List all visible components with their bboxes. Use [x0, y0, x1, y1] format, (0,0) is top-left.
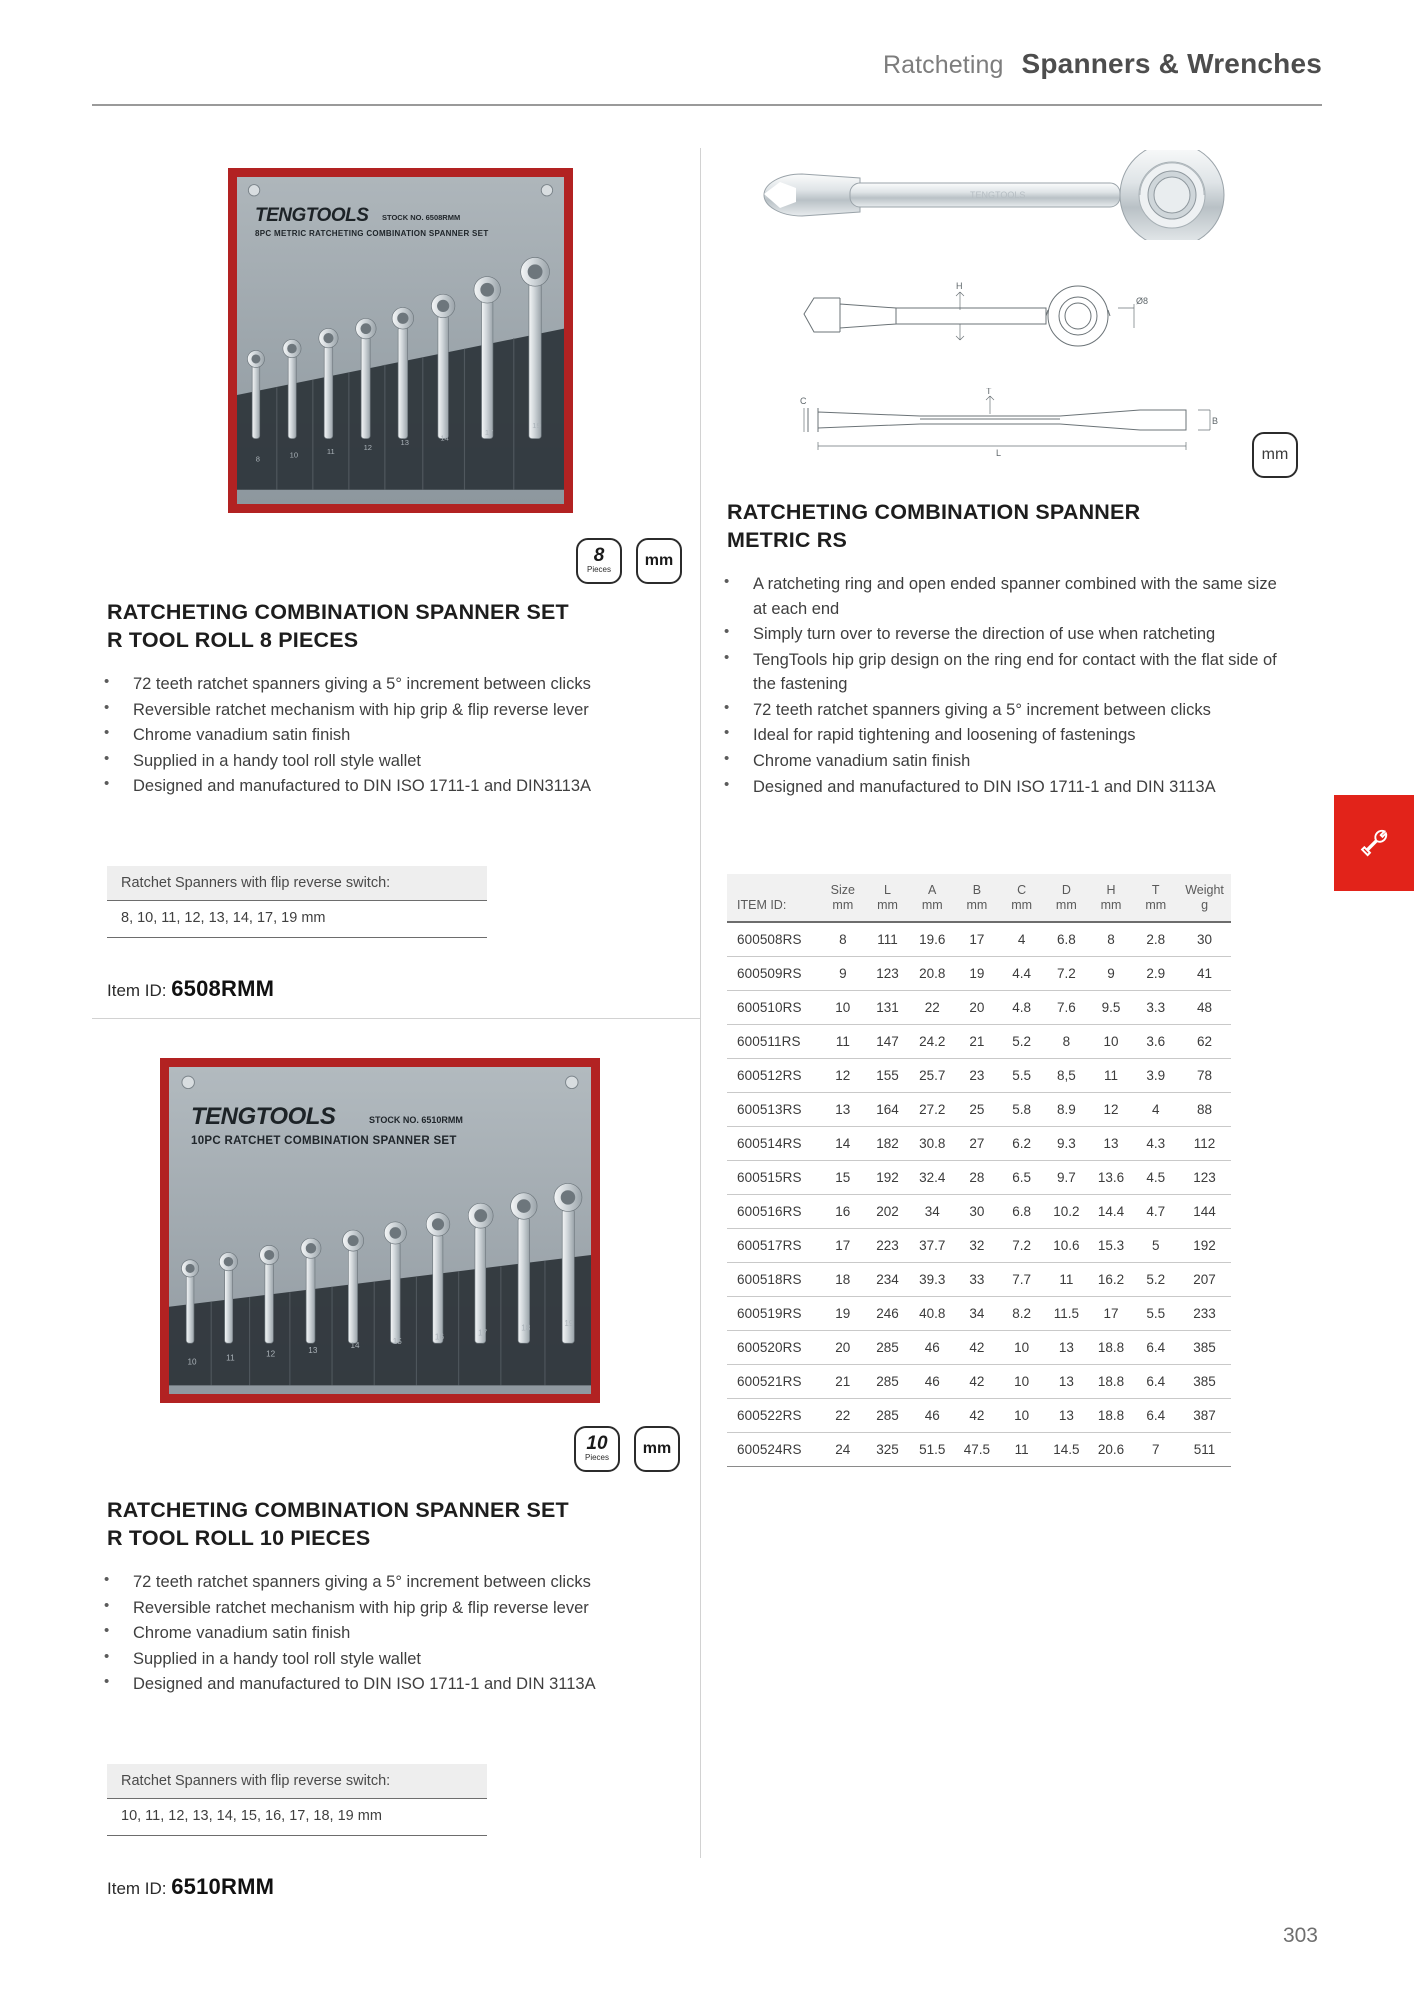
table-cell: 3.6	[1133, 1025, 1178, 1059]
product-image-subtitle: 10PC RATCHET COMBINATION SPANNER SET	[191, 1135, 457, 1147]
svg-text:13: 13	[308, 1345, 318, 1355]
table-cell: 9.5	[1089, 991, 1134, 1025]
measurement-unit-badge	[634, 1426, 680, 1472]
table-cell: 46	[910, 1399, 955, 1433]
table-cell: 22	[820, 1399, 865, 1433]
table-cell: 207	[1178, 1263, 1231, 1297]
table-cell-item-id: 600514RS	[727, 1127, 820, 1161]
table-cell: 24.2	[910, 1025, 955, 1059]
table-cell: 144	[1178, 1195, 1231, 1229]
table-cell: 27	[955, 1127, 1000, 1161]
table-header-row-units	[727, 898, 1231, 922]
feature-item: • A ratcheting ring and open ended spanner combined with the same size at each end	[720, 572, 1280, 621]
table-cell: 33	[955, 1263, 1000, 1297]
product-image-brand: TENGTOOLS	[255, 205, 369, 226]
spec-strip-8pc	[107, 866, 487, 938]
piece-count-unit: Pieces	[586, 565, 611, 575]
table-cell: 18	[820, 1263, 865, 1297]
piece-count-value: 10	[586, 1433, 608, 1455]
table-cell: 46	[910, 1365, 955, 1399]
table-cell: 8,5	[1044, 1059, 1089, 1093]
table-cell: 8	[1089, 922, 1134, 957]
table-cell: 19	[955, 957, 1000, 991]
th-blank	[727, 874, 820, 898]
table-cell: 192	[865, 1161, 910, 1195]
product-title-10pc: RATCHETING COMBINATION SPANNER SET R TOOL ROLL 10 PIECES	[107, 1498, 569, 1551]
table-cell: 285	[865, 1331, 910, 1365]
table-cell: 6.4	[1133, 1365, 1178, 1399]
svg-text:10: 10	[289, 450, 299, 460]
th-a: A	[910, 874, 955, 898]
feature-item: • Designed and manufactured to DIN ISO 1711-1 and DIN3113A	[100, 774, 630, 799]
measurement-unit-badge-metric-rs	[1252, 432, 1298, 478]
table-row	[727, 1399, 1231, 1433]
table-cell: 9.3	[1044, 1127, 1089, 1161]
feature-item: • Chrome vanadium satin finish	[100, 723, 630, 748]
svg-text:16: 16	[434, 1332, 444, 1342]
table-cell: 51.5	[910, 1433, 955, 1467]
table-cell: 25	[955, 1093, 1000, 1127]
table-cell: 10	[999, 1331, 1044, 1365]
table-cell: 7.6	[1044, 991, 1089, 1025]
table-cell: 10.2	[1044, 1195, 1089, 1229]
table-cell-item-id: 600517RS	[727, 1229, 820, 1263]
svg-text:14: 14	[350, 1341, 360, 1351]
drawing-label-L: L	[996, 448, 1002, 458]
table-cell: 385	[1178, 1331, 1231, 1365]
table-cell: 25.7	[910, 1059, 955, 1093]
table-cell: 147	[865, 1025, 910, 1059]
table-cell: 11	[1044, 1263, 1089, 1297]
feature-item: • 72 teeth ratchet spanners giving a 5° increment between clicks	[100, 672, 630, 697]
table-cell-item-id: 600511RS	[727, 1025, 820, 1059]
svg-text:10: 10	[187, 1357, 197, 1367]
table-cell: 12	[820, 1059, 865, 1093]
item-id-label: Item ID:	[107, 981, 167, 1000]
table-cell: 164	[865, 1093, 910, 1127]
table-cell: 42	[955, 1331, 1000, 1365]
table-cell: 18.8	[1089, 1399, 1134, 1433]
th-item-id: ITEM ID:	[727, 898, 820, 922]
th-unit-h: mm	[1089, 898, 1134, 922]
th-unit-b: mm	[955, 898, 1000, 922]
table-cell: 19.6	[910, 922, 955, 957]
table-cell: 34	[910, 1195, 955, 1229]
table-cell-item-id: 600522RS	[727, 1399, 820, 1433]
svg-text:18: 18	[521, 1323, 531, 1333]
table-header	[727, 874, 1231, 922]
table-cell: 9	[820, 957, 865, 991]
page-number: 303	[1282, 1924, 1318, 1947]
svg-text:11: 11	[226, 1353, 235, 1363]
spanner-technical-drawing-top	[800, 280, 1220, 360]
table-cell: 2.9	[1133, 957, 1178, 991]
table-cell-item-id: 600508RS	[727, 922, 820, 957]
table-cell: 19	[820, 1297, 865, 1331]
svg-text:12: 12	[266, 1349, 276, 1359]
item-id-value: 6508RMM	[171, 976, 275, 1001]
table-cell: 39.3	[910, 1263, 955, 1297]
table-cell: 42	[955, 1365, 1000, 1399]
table-row	[727, 1365, 1231, 1399]
svg-text:17: 17	[478, 1328, 488, 1338]
item-id-8pc	[107, 976, 274, 1002]
specification-table	[727, 874, 1231, 1467]
table-cell: 10	[999, 1399, 1044, 1433]
table-cell: 13	[1089, 1127, 1134, 1161]
feature-item: • Supplied in a handy tool roll style wallet	[100, 1647, 630, 1672]
table-cell: 5.8	[999, 1093, 1044, 1127]
drawing-label-T: T	[986, 388, 992, 396]
measurement-unit-value: mm	[644, 552, 674, 569]
table-row	[727, 1433, 1231, 1467]
table-cell: 20	[955, 991, 1000, 1025]
table-row	[727, 1297, 1231, 1331]
table-cell: 9.7	[1044, 1161, 1089, 1195]
table-cell: 17	[955, 922, 1000, 957]
table-row	[727, 1127, 1231, 1161]
table-cell: 24	[820, 1433, 865, 1467]
table-row	[727, 1229, 1231, 1263]
th-unit-l: mm	[865, 898, 910, 922]
table-cell: 4.4	[999, 957, 1044, 991]
table-cell: 8.9	[1044, 1093, 1089, 1127]
table-cell: 15.3	[1089, 1229, 1134, 1263]
product-features-10pc	[100, 1570, 630, 1698]
table-cell: 112	[1178, 1127, 1231, 1161]
product-title-metric-rs: RATCHETING COMBINATION SPANNER METRIC RS	[727, 500, 1141, 553]
th-unit-size: mm	[820, 898, 865, 922]
product-features-metric-rs	[720, 572, 1280, 800]
table-cell: 30.8	[910, 1127, 955, 1161]
table-cell: 46	[910, 1331, 955, 1365]
table-cell: 48	[1178, 991, 1231, 1025]
measurement-unit-value: mm	[642, 1440, 672, 1457]
table-cell: 13.6	[1089, 1161, 1134, 1195]
feature-item: • Designed and manufactured to DIN ISO 1711-1 and DIN 3113A	[720, 775, 1280, 800]
th-weight: Weight	[1178, 874, 1231, 898]
table-cell: 78	[1178, 1059, 1231, 1093]
table-row	[727, 957, 1231, 991]
piece-count-unit: Pieces	[584, 1453, 609, 1463]
table-cell: 6.4	[1133, 1331, 1178, 1365]
table-cell: 5.5	[1133, 1297, 1178, 1331]
table-cell: 123	[865, 957, 910, 991]
table-cell-item-id: 600520RS	[727, 1331, 820, 1365]
table-cell: 6.2	[999, 1127, 1044, 1161]
table-row	[727, 1263, 1231, 1297]
th-l: L	[865, 874, 910, 898]
drawing-label-H: H	[956, 281, 963, 291]
table-cell: 5.2	[1133, 1263, 1178, 1297]
table-cell: 4.8	[999, 991, 1044, 1025]
feature-item: • Chrome vanadium satin finish	[100, 1621, 630, 1646]
table-cell: 47.5	[955, 1433, 1000, 1467]
table-row	[727, 991, 1231, 1025]
table-cell: 7.2	[1044, 957, 1089, 991]
table-cell: 11.5	[1044, 1297, 1089, 1331]
product-features-8pc	[100, 672, 630, 800]
column-divider	[700, 148, 701, 1858]
table-cell: 246	[865, 1297, 910, 1331]
table-cell-item-id: 600524RS	[727, 1433, 820, 1467]
table-cell: 13	[1044, 1399, 1089, 1433]
svg-text:11: 11	[326, 446, 335, 456]
table-row	[727, 1093, 1231, 1127]
table-cell: 11	[820, 1025, 865, 1059]
feature-item: • TengTools hip grip design on the ring end for contact with the flat side of the fastening	[720, 648, 1280, 697]
table-cell: 34	[955, 1297, 1000, 1331]
measurement-unit-badge	[636, 538, 682, 584]
table-cell: 8	[1044, 1025, 1089, 1059]
table-row	[727, 1161, 1231, 1195]
table-cell: 14.4	[1089, 1195, 1134, 1229]
table-cell: 16	[820, 1195, 865, 1229]
table-cell: 20	[820, 1331, 865, 1365]
product-image-brand: TENGTOOLS	[191, 1103, 336, 1130]
table-cell: 41	[1178, 957, 1231, 991]
item-id-label: Item ID:	[107, 1879, 167, 1898]
th-size: Size	[820, 874, 865, 898]
table-cell-item-id: 600512RS	[727, 1059, 820, 1093]
product-image-stock-number: STOCK NO. 6510RMM	[369, 1115, 463, 1125]
table-cell: 7.7	[999, 1263, 1044, 1297]
table-body	[727, 922, 1231, 1467]
table-cell: 202	[865, 1195, 910, 1229]
product-image-8pc	[228, 168, 573, 513]
table-cell: 22	[910, 991, 955, 1025]
table-row	[727, 1059, 1231, 1093]
drawing-label-B: B	[1212, 416, 1219, 426]
spec-strip-label: Ratchet Spanners with flip reverse switch:	[107, 866, 487, 901]
table-cell: 4.5	[1133, 1161, 1178, 1195]
svg-text:8: 8	[255, 454, 260, 464]
table-cell: 285	[865, 1399, 910, 1433]
table-cell: 13	[1044, 1331, 1089, 1365]
table-row	[727, 1025, 1231, 1059]
measurement-unit-value: mm	[1261, 446, 1289, 463]
drawing-label-dia: Ø8	[1136, 296, 1149, 306]
item-id-10pc	[107, 1874, 274, 1900]
table-cell: 30	[1178, 922, 1231, 957]
table-cell: 10	[1089, 1025, 1134, 1059]
table-cell: 4	[1133, 1093, 1178, 1127]
table-header-row-names	[727, 874, 1231, 898]
table-cell: 30	[955, 1195, 1000, 1229]
table-cell: 12	[1089, 1093, 1134, 1127]
table-cell: 20.6	[1089, 1433, 1134, 1467]
table-cell-item-id: 600509RS	[727, 957, 820, 991]
left-section-divider	[92, 1018, 700, 1019]
svg-text:15: 15	[392, 1337, 402, 1347]
table-cell-item-id: 600513RS	[727, 1093, 820, 1127]
table-cell: 4.7	[1133, 1195, 1178, 1229]
table-cell: 11	[999, 1433, 1044, 1467]
th-b: B	[955, 874, 1000, 898]
table-cell: 32	[955, 1229, 1000, 1263]
header-divider	[92, 104, 1322, 106]
table-cell: 6.8	[1044, 922, 1089, 957]
table-cell: 234	[865, 1263, 910, 1297]
table-cell: 192	[1178, 1229, 1231, 1263]
feature-item: • Ideal for rapid tightening and loosening of fastenings	[720, 723, 1280, 748]
table-row	[727, 1195, 1231, 1229]
table-cell-item-id: 600518RS	[727, 1263, 820, 1297]
feature-item: • Reversible ratchet mechanism with hip grip & flip reverse lever	[100, 698, 630, 723]
wrench-icon	[1357, 826, 1391, 860]
table-cell: 4	[999, 922, 1044, 957]
piece-count-badge	[576, 538, 622, 584]
table-cell: 9	[1089, 957, 1134, 991]
svg-text:13: 13	[400, 438, 409, 448]
table-cell: 17	[1089, 1297, 1134, 1331]
product-image-10pc	[160, 1058, 600, 1403]
table-cell: 14	[820, 1127, 865, 1161]
table-cell-item-id: 600516RS	[727, 1195, 820, 1229]
table-cell: 18.8	[1089, 1331, 1134, 1365]
table-cell-item-id: 600519RS	[727, 1297, 820, 1331]
table-cell: 285	[865, 1365, 910, 1399]
table-cell: 13	[1044, 1365, 1089, 1399]
table-cell: 123	[1178, 1161, 1231, 1195]
product-image-subtitle: 8PC METRIC RATCHETING COMBINATION SPANNER SET	[255, 229, 489, 238]
table-cell: 3.9	[1133, 1059, 1178, 1093]
badges-8pc	[576, 538, 682, 584]
spec-strip-value: 10, 11, 12, 13, 14, 15, 16, 17, 18, 19 mm	[107, 1799, 487, 1836]
table-row	[727, 922, 1231, 957]
table-row	[727, 1331, 1231, 1365]
table-cell: 8	[820, 922, 865, 957]
table-cell: 10	[820, 991, 865, 1025]
table-cell: 27.2	[910, 1093, 955, 1127]
table-cell: 88	[1178, 1093, 1231, 1127]
table-cell: 233	[1178, 1297, 1231, 1331]
table-cell: 511	[1178, 1433, 1231, 1467]
table-cell: 21	[955, 1025, 1000, 1059]
spanner-photo	[740, 150, 1260, 240]
section-tab[interactable]	[1334, 795, 1414, 891]
table-cell: 5.5	[999, 1059, 1044, 1093]
table-cell: 325	[865, 1433, 910, 1467]
table-cell: 155	[865, 1059, 910, 1093]
table-cell: 13	[820, 1093, 865, 1127]
table-cell-item-id: 600521RS	[727, 1365, 820, 1399]
table-cell: 8.2	[999, 1297, 1044, 1331]
th-unit-c: mm	[999, 898, 1044, 922]
feature-item: • Simply turn over to reverse the direction of use when ratcheting	[720, 622, 1280, 647]
svg-text:19: 19	[564, 1318, 574, 1328]
table-cell: 10.6	[1044, 1229, 1089, 1263]
table-cell: 23	[955, 1059, 1000, 1093]
th-t: T	[1133, 874, 1178, 898]
table-cell: 62	[1178, 1025, 1231, 1059]
spec-strip-label: Ratchet Spanners with flip reverse switch:	[107, 1764, 487, 1799]
table-cell: 223	[865, 1229, 910, 1263]
product-title-8pc: RATCHETING COMBINATION SPANNER SET R TOOL ROLL 8 PIECES	[107, 600, 569, 653]
spanner-technical-drawing-side	[800, 388, 1220, 458]
table-cell: 6.8	[999, 1195, 1044, 1229]
table-cell: 5.2	[999, 1025, 1044, 1059]
table-cell: 4.3	[1133, 1127, 1178, 1161]
drawing-label-C: C	[800, 396, 807, 406]
table-cell: 131	[865, 991, 910, 1025]
feature-item: • Reversible ratchet mechanism with hip grip & flip reverse lever	[100, 1596, 630, 1621]
table-cell: 32.4	[910, 1161, 955, 1195]
table-cell: 5	[1133, 1229, 1178, 1263]
th-d: D	[1044, 874, 1089, 898]
table-cell: 3.3	[1133, 991, 1178, 1025]
svg-text:TENGTOOLS: TENGTOOLS	[970, 190, 1026, 200]
table-cell: 6.4	[1133, 1399, 1178, 1433]
table-cell: 182	[865, 1127, 910, 1161]
th-h: H	[1089, 874, 1134, 898]
table-cell: 385	[1178, 1365, 1231, 1399]
table-cell: 16.2	[1089, 1263, 1134, 1297]
table-cell: 20.8	[910, 957, 955, 991]
feature-item: • Chrome vanadium satin finish	[720, 749, 1280, 774]
th-unit-d: mm	[1044, 898, 1089, 922]
table-cell: 15	[820, 1161, 865, 1195]
svg-text:12: 12	[363, 442, 373, 452]
svg-text:14: 14	[440, 433, 449, 443]
table-cell: 7	[1133, 1433, 1178, 1467]
th-c: C	[999, 874, 1044, 898]
page-title: Spanners & Wrenches	[1021, 48, 1322, 79]
piece-count-badge	[574, 1426, 620, 1472]
feature-item: • 72 teeth ratchet spanners giving a 5° increment between clicks	[720, 698, 1280, 723]
feature-item: • Designed and manufactured to DIN ISO 1711-1 and DIN 3113A	[100, 1672, 630, 1697]
table-cell: 28	[955, 1161, 1000, 1195]
spec-strip-10pc	[107, 1764, 487, 1836]
feature-item: • 72 teeth ratchet spanners giving a 5° increment between clicks	[100, 1570, 630, 1595]
table-cell: 11	[1089, 1059, 1134, 1093]
product-image-stock-number: STOCK NO. 6508RMM	[382, 213, 461, 222]
table-cell: 10	[999, 1365, 1044, 1399]
th-unit-a: mm	[910, 898, 955, 922]
table-cell: 37.7	[910, 1229, 955, 1263]
th-unit-weight: g	[1178, 898, 1231, 922]
table-cell: 21	[820, 1365, 865, 1399]
table-cell-item-id: 600510RS	[727, 991, 820, 1025]
badges-10pc	[574, 1426, 680, 1472]
piece-count-value: 8	[593, 545, 605, 567]
page-header	[92, 48, 1322, 80]
table-cell: 42	[955, 1399, 1000, 1433]
table-cell: 387	[1178, 1399, 1231, 1433]
svg-text:17: 17	[484, 427, 494, 437]
table-cell: 6.5	[999, 1161, 1044, 1195]
feature-item: • Supplied in a handy tool roll style wallet	[100, 749, 630, 774]
table-cell-item-id: 600515RS	[727, 1161, 820, 1195]
spec-strip-value: 8, 10, 11, 12, 13, 14, 17, 19 mm	[107, 901, 487, 938]
th-unit-t: mm	[1133, 898, 1178, 922]
table-cell: 7.2	[999, 1229, 1044, 1263]
table-cell: 14.5	[1044, 1433, 1089, 1467]
table-cell: 40.8	[910, 1297, 955, 1331]
table-cell: 17	[820, 1229, 865, 1263]
header-kicker: Ratcheting	[882, 51, 1004, 79]
table-cell: 2.8	[1133, 922, 1178, 957]
table-cell: 111	[865, 922, 910, 957]
item-id-value: 6510RMM	[171, 1874, 275, 1899]
svg-text:19: 19	[532, 421, 541, 431]
table-cell: 18.8	[1089, 1365, 1134, 1399]
